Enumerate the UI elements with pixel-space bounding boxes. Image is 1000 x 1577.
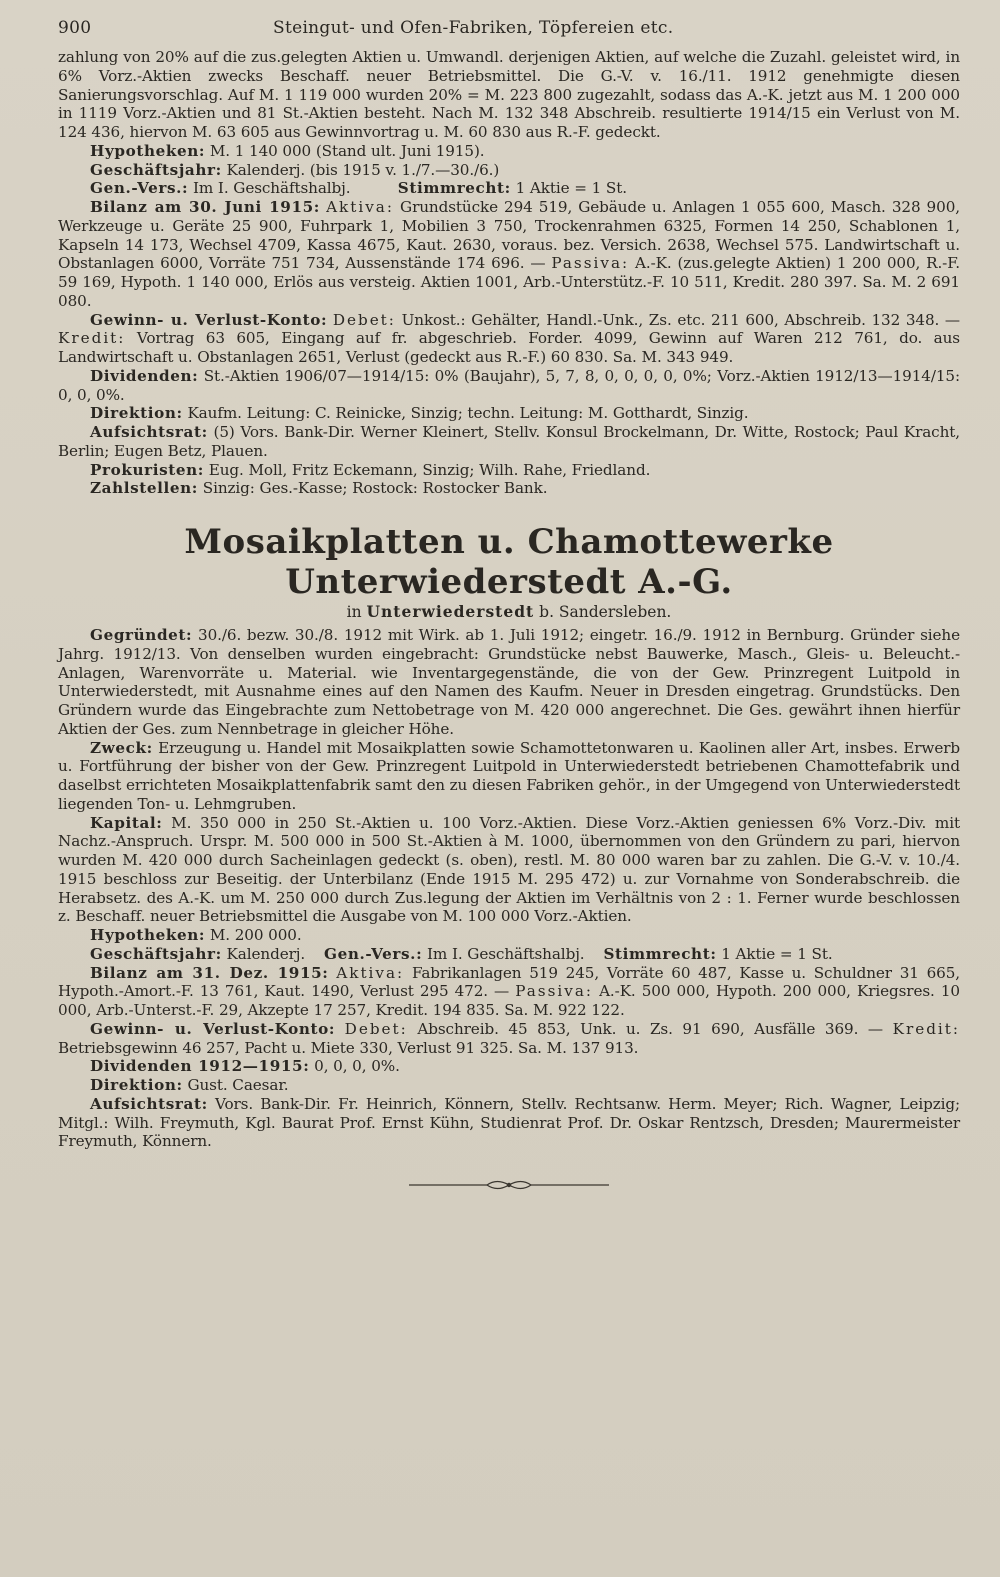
geschaeftsjahr2-label: Geschäftsjahr: (90, 944, 222, 963)
geschaeftsjahr2-value: Kalenderj. (226, 944, 306, 963)
page-header (58, 18, 960, 48)
genvers-value: Im I. Geschäftshalbj. (193, 179, 351, 198)
dividenden-value: St.-Aktien 1906/07—1914/15: 0% (Baujahr), 5, 7, 8, 0, 0, 0, 0, 0%; Vorz.-Aktien 1912/13—1914/15: 0, 0, 0%. (58, 366, 960, 404)
passiva2-label: Passiva: (515, 982, 593, 1001)
stimmrecht2-label: Stimmrecht: (603, 944, 717, 963)
kapital-value: M. 350 000 in 250 St.-Aktien u. 100 Vorz.-Aktien. Diese Vorz.-Aktien geniessen 6% Vorz.-Div. mit Nachz.-Anspruch. Urspr. M. 500 000 in 500 St.-Aktien à M. 1000, übernommen von den Gründern zu pari, hiervon wurden M. 420 000 durch Sacheinlagen gedeckt (s. oben), restl. M. 80 000 waren bar zu zahlen. Die G.-V. v. 10./4. 1915 beschloss zur Beseitig. der Unterbilanz (Ende 1915 M. 295 472) u. zur Vornahme von Sonderabschreib. die Herabsetz. des A.-K. um M. 250 000 durch Zus.legung der Aktien im Verhältnis von 2 : 1. Ferner wurde beschlossen z. Beschaff. neuer Betriebsmittel die Ausgabe von M. 100 000 Vorz.-Aktien. (58, 813, 960, 926)
zweck-paragraph (58, 739, 960, 814)
kapital-label: Kapital: (90, 813, 163, 832)
debet2-label: Debet: (344, 1019, 408, 1038)
gegruendet-label: Gegründet: (90, 626, 193, 644)
aufsichtsrat-label: Aufsichtsrat: (90, 423, 208, 441)
intro-paragraph: zahlung von 20% auf die zus.gelegten Aktien u. Umwandl. derjenigen Aktien, auf welche die Zuzahl. geleistet wird, in 6% Vorz.-Aktien zwecks Beschaff. neuer Betriebsmittel. Die G.-V. v. 16./11. 1912 genehmigte diesen Sanierungsvorschlag. Auf M. 1 119 000 wurden 20% = M. 223 800 zugezahlt, sodass das A.-K. jetzt aus M. 1 200 000 in 1119 Vorz.-Aktien und 81 St.-Aktien besteht. Nach M. 132 348 Abschreib. resultierte 1914/15 ein Verlust von M. 124 436, hiervon M. 63 605 aus Gewinnvortrag u. M. 60 830 aus R.-F. gedeckt. (58, 48, 960, 141)
direktion2-paragraph (58, 1076, 960, 1095)
dividenden2-value: 0, 0, 0, 0%. (314, 1057, 400, 1076)
kapital-paragraph (58, 814, 960, 927)
guv2-label: Gewinn- u. Verlust-Konto: (90, 1019, 336, 1038)
aufsichtsrat2-label: Aufsichtsrat: (90, 1094, 208, 1113)
kredit-label: Kredit: (58, 329, 126, 348)
guv-label: Gewinn- u. Verlust-Konto: (90, 310, 328, 329)
passiva-label: Passiva: (551, 254, 630, 273)
direktion-value: Kaufm. Leitung: C. Reinicke, Sinzig; techn. Leitung: M. Gotthardt, Sinzig. (187, 404, 749, 423)
dividenden2-label: Dividenden 1912—1915: (90, 1057, 310, 1076)
zweck-label: Zweck: (90, 738, 153, 757)
aufsichtsrat2-paragraph (58, 1095, 960, 1151)
location-place: Unterwiederstedt (366, 602, 535, 621)
aktiva2-label: Aktiva: (336, 963, 405, 982)
direktion2-label: Direktion: (90, 1076, 183, 1094)
ornament-divider-icon (409, 1177, 609, 1193)
gegruendet-paragraph (58, 626, 960, 739)
stimmrecht-value: 1 Aktie = 1 St. (515, 179, 627, 198)
kredit2-value: Betriebsgewinn 46 257, Pacht u. Miete 330, Verlust 91 325. Sa. M. 137 913. (58, 1038, 639, 1057)
location-prefix: in (346, 603, 362, 621)
dividenden-label: Dividenden: (90, 366, 199, 385)
geschaeftsjahr2-line (58, 945, 960, 964)
aktiva-value: Grundstücke 294 519, Gebäude u. Anlagen 1 055 600, Masch. 328 900, Werkzeuge u. Geräte 25 900, Fuhrpark 1, Mobilien 3 750, Trockenrahmen 6325, Formen 14 250, Schablonen 1, Kapseln 14 173, Wechsel 4709, Kassa 4675, Kaut. 2630, voraus. bez. Versich. 2638, Wechsel 575. Landwirtschaft u. Obstanlagen 6000, Vorräte 751 734, Aussenstände 174 696. — (58, 198, 960, 273)
geschaeftsjahr-line (58, 161, 960, 180)
hypotheken2-line (58, 926, 960, 945)
dividenden-paragraph (58, 367, 960, 405)
guv2-paragraph (58, 1020, 960, 1058)
section-previous-company (58, 48, 960, 498)
debet-label: Debet: (332, 310, 396, 329)
geschaeftsjahr-label: Geschäftsjahr: (90, 160, 222, 179)
debet-value: Unkost.: Gehälter, Handl.-Unk., Zs. etc. 211 600, Abschreib. 132 348. — (401, 310, 960, 329)
genvers2-label: Gen.-Vers.: (324, 944, 423, 963)
dividenden2-paragraph (58, 1057, 960, 1076)
bilanz-paragraph (58, 198, 960, 311)
direktion2-value: Gust. Caesar. (187, 1076, 289, 1094)
direktion-label: Direktion: (90, 404, 183, 423)
zahlstellen-paragraph (58, 479, 960, 498)
zweck-value: Erzeugung u. Handel mit Mosaikplatten sowie Schamottetonwaren u. Kaolinen aller Art, insbes. Erwerb u. Fortführung der bisher von der Gew. Prinzregent Luitpold in Unterwiederstedt betriebenen Chamottefabrik und daselbst errichteten Mosaikplattenfabrik samt den zu diesen Fabriken gehör., in der Umgegend von Unterwiederstedt liegenden Ton- u. Lehmgruben. (58, 738, 961, 813)
genvers2-value: Im I. Geschäftshalbj. (427, 944, 585, 963)
bilanz-label: Bilanz am 30. Juni 1915: (90, 198, 321, 216)
aufsichtsrat-paragraph (58, 423, 960, 461)
passiva-value: A.-K. (zus.gelegte Aktien) 1 200 000, R.-F. 59 169, Hypoth. 1 140 000, Erlös aus versteig. Aktien 1001, Arb.-Unterstütz.-F. 10 511, Kredit. 280 397. Sa. M. 2 691 080. (58, 254, 961, 310)
company-title: Mosaikplatten u. Chamottewerke Unterwiederstedt A.-G. (184, 522, 834, 602)
guv-paragraph (58, 311, 960, 367)
prokuristen-label: Prokuristen: (90, 460, 204, 479)
section-company-entry (58, 522, 960, 1151)
stimmrecht-label: Stimmrecht: (397, 179, 511, 198)
hypotheken2-label: Hypotheken: (90, 926, 206, 944)
ornament-divider (58, 1177, 960, 1193)
location-suffix: b. Sandersleben. (539, 603, 672, 621)
zahlstellen-label: Zahlstellen: (90, 479, 199, 498)
prokuristen-paragraph (58, 461, 960, 480)
aufsichtsrat2-value: Vors. Bank-Dir. Fr. Heinrich, Könnern, Stellv. Rechtsanw. Herm. Meyer; Rich. Wagner, Leipzig; Mitgl.: Wilh. Freymuth, Kgl. Baurat Prof. Ernst Kühn, Studienrat Prof. Dr. Oskar Rentzsch, Dresden; Maurermeister Freymuth, Könnern. (58, 1094, 960, 1151)
bilanz2-label: Bilanz am 31. Dez. 1915: (90, 963, 329, 982)
passiva2-value: A.-K. 500 000, Hypoth. 200 000, Kriegsres. 10 000, Arb.-Unterst.-F. 29, Akzepte 17 257, Kredit. 194 835. Sa. M. 922 122. (58, 982, 960, 1019)
genvers-label: Gen.-Vers.: (90, 179, 189, 198)
aktiva2-value: Fabrikanlagen 519 245, Vorräte 60 487, Kasse u. Schuldner 31 665, Hypoth.-Amort.-F. 13 761, Kaut. 1490, Verlust 295 472. — (58, 963, 960, 1001)
hypotheken-value: M. 1 140 000 (Stand ult. Juni 1915). (209, 141, 485, 160)
debet2-value: Abschreib. 45 853, Unk. u. Zs. 91 690, Ausfälle 369. — (417, 1019, 883, 1038)
kredit2-label: Kredit: (892, 1019, 961, 1038)
direktion-paragraph (58, 404, 960, 423)
genvers-line (58, 179, 960, 198)
running-title: Steingut- und Ofen-Fabriken, Töpfereien etc. (273, 18, 674, 38)
aufsichtsrat-value: (5) Vors. Bank-Dir. Werner Kleinert, Stellv. Konsul Brockelmann, Dr. Witte, Rostock; Paul Kracht, Berlin; Eugen Betz, Plauen. (58, 423, 961, 460)
aktiva-label: Aktiva: (326, 198, 394, 216)
gegruendet-value: 30./6. bezw. 30./8. 1912 mit Wirk. ab 1. Juli 1912; eingetr. 16./9. 1912 in Bernburg. Gründer siehe Jahrg. 1912/13. Von denselben wurden eingebracht: Grundstücke nebst Bauwerke, Masch., Gleis- u. Beleucht.-Anlagen, Warenvorräte u. Material. wie Inventargegenstände, die von der Gew. Prinzregent Luitpold in Unterwiederstedt, mit Ausnahme eines auf den Namen des Kaufm. Neuer in Dresden eingetrag. Grundstücks. Den Gründern wurde das Eingebrachte zum Nettobetrage von M. 420 000 angerechnet. Die Ges. gewährt ihnen hierfür Aktien der Ges. zum Nennbetrage in gleicher Höhe. (58, 626, 960, 738)
stimmrecht2-value: 1 Aktie = 1 St. (721, 944, 833, 963)
zahlstellen-value: Sinzig: Ges.-Kasse; Rostock: Rostocker Bank. (202, 479, 548, 498)
page-number: 900 (58, 18, 92, 38)
hypotheken2-value: M. 200 000. (209, 926, 302, 944)
hypotheken-label: Hypotheken: (90, 141, 206, 160)
company-location (58, 602, 960, 622)
hypotheken-line (58, 142, 960, 161)
geschaeftsjahr-value: Kalenderj. (bis 1915 v. 1./7.—30./6.) (226, 160, 500, 179)
kredit-value: Vortrag 63 605, Eingang auf fr. abgeschrieb. Forder. 4099, Gewinn auf Waren 212 761, do. aus Landwirtschaft u. Obstanlagen 2651, Verlust (gedeckt aus R.-F.) 60 830. Sa. M. 343 949. (58, 329, 960, 366)
bilanz2-paragraph (58, 964, 960, 1020)
section-gap (58, 498, 960, 512)
prokuristen-value: Eug. Moll, Fritz Eckemann, Sinzig; Wilh. Rahe, Friedland. (208, 460, 651, 479)
